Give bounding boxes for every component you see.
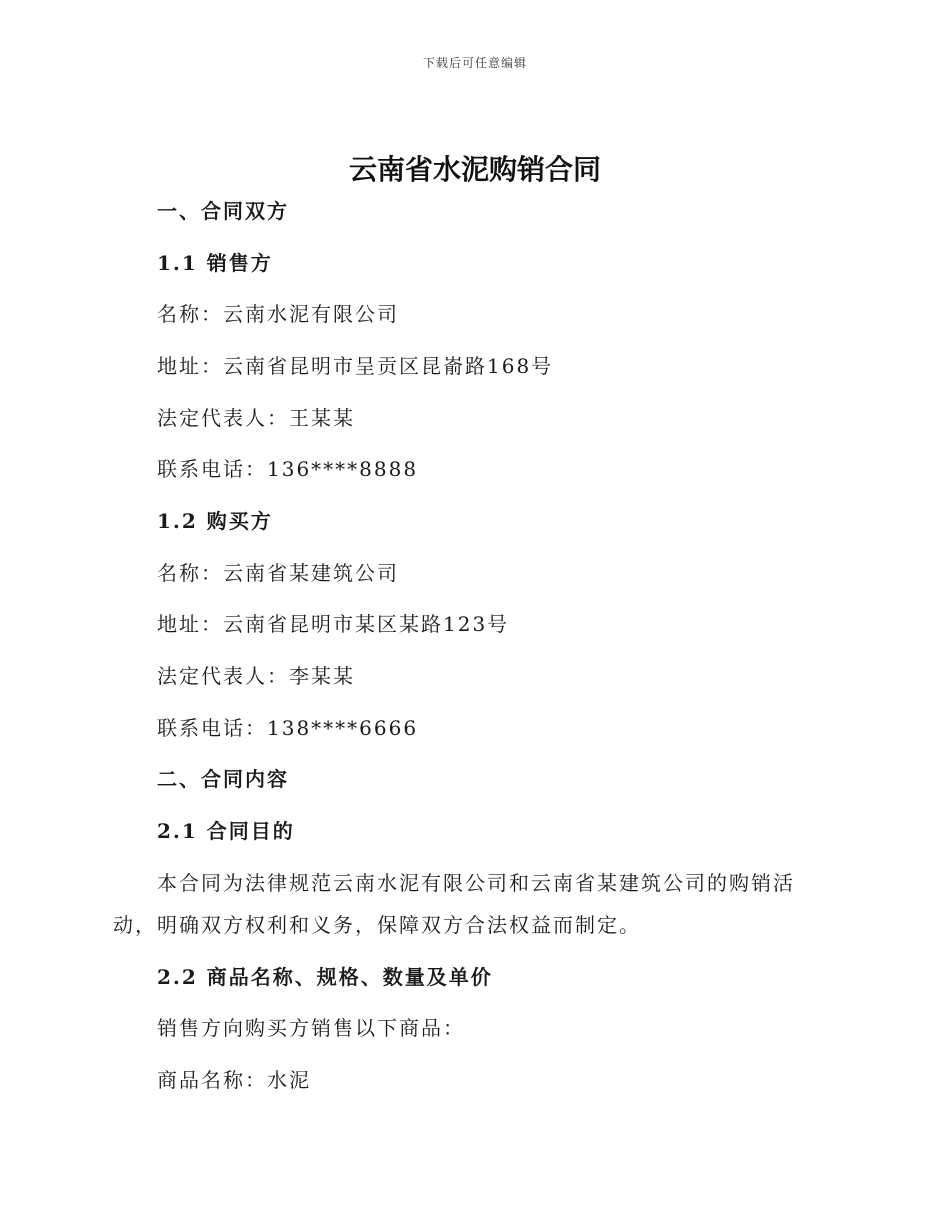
seller-heading: 1.1 销售方: [157, 251, 273, 275]
buyer-phone: 联系电话：138****6666: [157, 716, 419, 740]
buyer-address: 地址：云南省昆明市某区某路123号: [157, 612, 510, 636]
buyer-name: 名称：云南省某建筑公司: [157, 561, 399, 585]
document-title: 云南省水泥购销合同: [348, 153, 601, 186]
header-note: 下载后可任意编辑: [422, 56, 527, 70]
buyer-heading: 1.2 购买方: [157, 509, 273, 533]
seller-address: 地址：云南省昆明市呈贡区昆嵛路168号: [157, 354, 554, 378]
goods-product-name: 商品名称：水泥: [157, 1068, 311, 1092]
purpose-heading: 2.1 合同目的: [157, 819, 295, 843]
goods-intro: 销售方向购买方销售以下商品：: [157, 1016, 465, 1040]
purpose-paragraph: 本合同为法律规范云南水泥有限公司和云南省某建筑公司的购销活动，明确双方权利和义务，保障双方合法权益而制定。: [113, 871, 795, 937]
goods-heading: 2.2 商品名称、规格、数量及单价: [157, 965, 493, 989]
section1-heading: 一、合同双方: [157, 199, 289, 223]
seller-legal-rep: 法定代表人：王某某: [157, 406, 355, 430]
seller-phone: 联系电话：136****8888: [157, 457, 419, 481]
buyer-legal-rep: 法定代表人：李某某: [157, 664, 355, 688]
seller-name: 名称：云南水泥有限公司: [157, 302, 399, 326]
section2-heading: 二、合同内容: [157, 767, 289, 791]
